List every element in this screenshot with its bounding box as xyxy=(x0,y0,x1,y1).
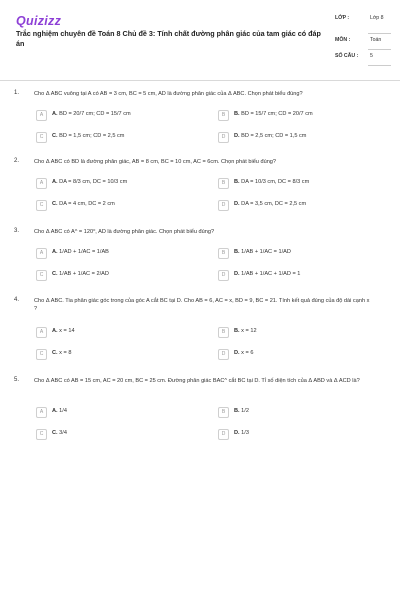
question-number: 4. xyxy=(14,297,20,303)
option-a[interactable] xyxy=(36,247,186,261)
option-letter-box: B xyxy=(218,110,229,121)
option-text: DA = 3,5 cm, DC = 2,5 cm xyxy=(241,201,307,207)
option-letter: B. xyxy=(234,179,240,185)
option-letter-box: B xyxy=(218,178,229,189)
option-b[interactable] xyxy=(218,247,368,261)
option-letter-box: C xyxy=(36,132,47,143)
option-text: 3/4 xyxy=(59,430,67,436)
option-c[interactable] xyxy=(36,199,186,213)
option-letter-box: D xyxy=(218,429,229,440)
meta-label-count: SỐ CÂU : xyxy=(335,53,359,59)
option-d[interactable] xyxy=(218,348,368,362)
meta-value-class: Lớp 8 xyxy=(370,15,384,21)
option-letter: B. xyxy=(234,408,240,414)
option-letter-box: A xyxy=(36,407,47,418)
option-text: x = 8 xyxy=(59,350,72,356)
option-b[interactable] xyxy=(218,177,368,191)
option-a[interactable] xyxy=(36,109,186,123)
option-letter: B. xyxy=(234,249,240,255)
meta-label-subject: MÔN : xyxy=(335,37,351,43)
option-letter-box: A xyxy=(36,248,47,259)
option-letter: D. xyxy=(234,201,240,207)
option-letter-box: B xyxy=(218,407,229,418)
question-text: Cho Δ ABC có A^ = 120⁰, AD là đường phân giác. Chọn phát biểu đúng? xyxy=(34,229,215,235)
option-text: 1/AD + 1/AC = 1/AB xyxy=(59,249,109,255)
option-d[interactable] xyxy=(218,199,368,213)
option-letter-box: C xyxy=(36,429,47,440)
option-letter: C. xyxy=(52,430,58,436)
option-text: 1/2 xyxy=(241,408,249,414)
option-text: BD = 15/7 cm; CD = 20/7 cm xyxy=(241,111,313,117)
meta-value-subject: Toán xyxy=(370,37,382,43)
option-letter: D. xyxy=(234,271,240,277)
meta-row-class xyxy=(335,12,391,34)
option-letter: D. xyxy=(234,133,240,139)
option-text: BD = 2,5 cm; CD = 1,5 cm xyxy=(241,133,307,139)
question-number: 1. xyxy=(14,90,20,96)
option-c[interactable] xyxy=(36,269,186,283)
worksheet-title: Trắc nghiệm chuyên đề Toán 8 Chủ đề 3: Tính chất đường phân giác của tam giác có đáp án xyxy=(16,29,321,48)
option-text: BD = 20/7 cm; CD = 15/7 cm xyxy=(59,111,131,117)
option-d[interactable] xyxy=(218,269,368,283)
option-text: 1/AB + 1/AC = 2/AD xyxy=(59,271,109,277)
option-d[interactable] xyxy=(218,131,368,145)
option-letter: C. xyxy=(52,271,58,277)
option-b[interactable] xyxy=(218,109,368,123)
option-letter-box: A xyxy=(36,327,47,338)
option-d[interactable] xyxy=(218,428,368,442)
question-number: 5. xyxy=(14,377,20,383)
option-letter: B. xyxy=(234,111,240,117)
option-letter-box: C xyxy=(36,349,47,360)
question-text: Cho Δ ABC có BD là đường phân giác, AB = 8 cm, BC = 10 cm, AC = 6cm. Chọn phát biểu đúng? xyxy=(34,159,277,165)
option-letter-box: B xyxy=(218,327,229,338)
option-b[interactable] xyxy=(218,406,368,420)
option-text: DA = 4 cm, DC = 2 cm xyxy=(59,201,115,207)
quizizz-logo: Quizizz xyxy=(16,14,62,28)
option-letter-box: D xyxy=(218,270,229,281)
option-letter: C. xyxy=(52,201,58,207)
option-text: DA = 10/3 cm, DC = 8/3 cm xyxy=(241,179,310,185)
option-a[interactable] xyxy=(36,406,186,420)
option-letter: D. xyxy=(234,430,240,436)
option-c[interactable] xyxy=(36,348,186,362)
option-letter: A. xyxy=(52,111,58,117)
option-letter-box: D xyxy=(218,200,229,211)
option-letter: C. xyxy=(52,133,58,139)
option-letter-box: D xyxy=(218,132,229,143)
worksheet-header xyxy=(0,0,400,81)
option-letter: A. xyxy=(52,179,58,185)
option-text: x = 14 xyxy=(59,328,75,334)
option-c[interactable] xyxy=(36,428,186,442)
option-text: x = 12 xyxy=(241,328,257,334)
option-text: DA = 8/3 cm, DC = 10/3 cm xyxy=(59,179,128,185)
option-text: x = 6 xyxy=(241,350,254,356)
option-letter-box: A xyxy=(36,178,47,189)
option-letter-box: B xyxy=(218,248,229,259)
option-letter: A. xyxy=(52,408,58,414)
option-letter-box: C xyxy=(36,200,47,211)
option-letter: D. xyxy=(234,350,240,356)
option-a[interactable] xyxy=(36,326,186,340)
meta-row-count xyxy=(335,50,391,66)
option-letter-box: C xyxy=(36,270,47,281)
option-b[interactable] xyxy=(218,326,368,340)
question-number: 2. xyxy=(14,158,20,164)
option-text: 1/AB + 1/AC = 1/AD xyxy=(241,249,291,255)
question-text: Cho Δ ABC. Tia phân giác góc trong của góc A cắt BC tại D. Cho AB = 6, AC = x, BD = 9, BC = 21. Tính kết quả đúng của độ dài cạnh x ? xyxy=(34,298,370,312)
option-letter: A. xyxy=(52,328,58,334)
meta-label-class: LỚP : xyxy=(335,15,350,21)
option-c[interactable] xyxy=(36,131,186,145)
option-text: 1/3 xyxy=(241,430,249,436)
meta-panel xyxy=(335,12,391,66)
option-letter-box: A xyxy=(36,110,47,121)
question-text: Cho Δ ABC vuông tại A có AB = 3 cm, BC = 5 cm, AD là đường phân giác của Δ ABC. Chọn phát biểu đúng? xyxy=(34,91,303,97)
option-letter: A. xyxy=(52,249,58,255)
option-letter: B. xyxy=(234,328,240,334)
option-letter-box: D xyxy=(218,349,229,360)
meta-value-count: 5 xyxy=(370,53,373,59)
option-text: 1/4 xyxy=(59,408,67,414)
option-a[interactable] xyxy=(36,177,186,191)
question-text: Cho Δ ABC có AB = 15 cm, AC = 20 cm, BC = 25 cm. Đường phân giác BAC^ cắt BC tại D. Tỉ số diện tích của Δ ABD và Δ ACD là? xyxy=(34,378,360,384)
meta-row-subject xyxy=(335,34,391,50)
option-letter: C. xyxy=(52,350,58,356)
question-number: 3. xyxy=(14,228,20,234)
option-text: 1/AB + 1/AC + 1/AD = 1 xyxy=(241,271,301,277)
meta-underline xyxy=(368,65,391,66)
option-text: BD = 1,5 cm; CD = 2,5 cm xyxy=(59,133,125,139)
